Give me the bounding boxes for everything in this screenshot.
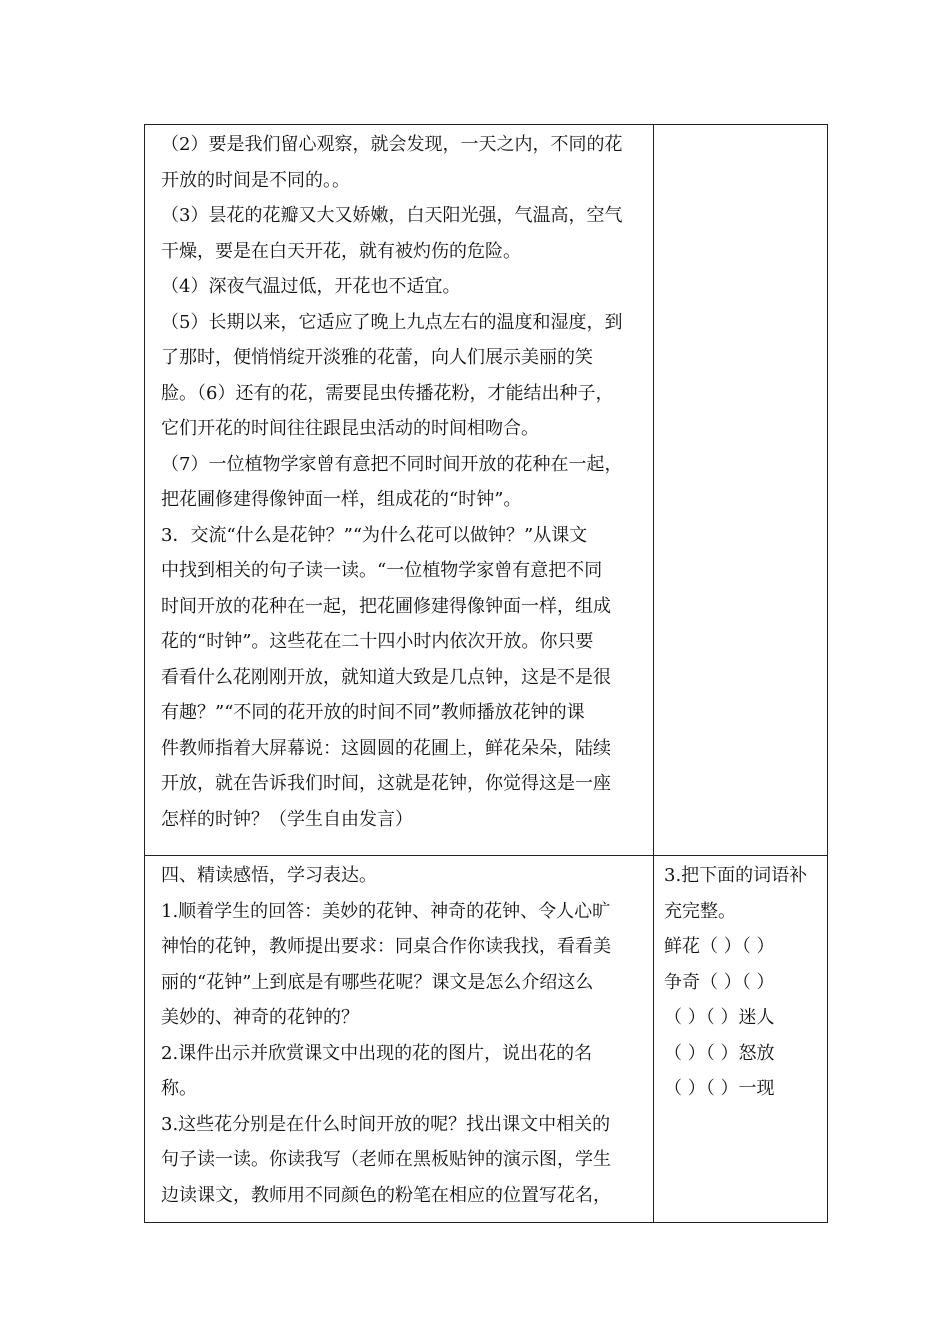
text-line: 鲜花（ ）（ ）: [664, 936, 775, 957]
text-line: 怎样的时钟？（学生自由发言）: [161, 808, 413, 830]
text-line: 花的“时钟”。这些花在二十四小时内依次开放。你只要: [161, 631, 594, 652]
text-line: （3）昙花的花瓣又大又娇嫩，白天阳光强，气温高，空气: [161, 205, 623, 226]
text-line: 充完整。: [664, 900, 736, 922]
text-line: 了那时，便悄悄绽开淡雅的花蕾，向人们展示美丽的笑: [161, 347, 593, 368]
text-line: （4）深夜气温过低，开花也不适宜。: [161, 276, 461, 297]
lesson-plan-table: [144, 124, 828, 1223]
exercise-text: [654, 125, 827, 127]
text-line: 时间开放的花种在一起，把花圃修建得像钟面一样，组成: [161, 595, 611, 617]
text-line: 美妙的、神奇的花钟的？: [161, 1007, 359, 1028]
table-row: [145, 856, 828, 1223]
text-line: 看看什么花刚刚开放，就知道大致是几点钟，这是不是很: [161, 666, 611, 688]
text-line: 边读课文，教师用不同颜色的粉笔在相应的位置写花名，: [161, 1184, 611, 1206]
text-line: （7）一位植物学家曾有意把不同时间开放的花种在一起，: [161, 453, 623, 475]
exercise-cell: [654, 856, 828, 1223]
exercise-text: [654, 856, 827, 1107]
text-line: （ ）（ ）一现: [664, 1078, 775, 1099]
text-line: 开放，就在告诉我们时间，这就是花钟，你觉得这是一座: [161, 773, 611, 794]
text-line: 句子读一读。你读我写（老师在黑板贴钟的演示图，学生: [161, 1149, 611, 1170]
text-line: 3．交流“什么是花钟？”“为什么花可以做钟？”从课文: [161, 524, 588, 546]
text-line: （ ）（ ）迷人: [664, 1007, 775, 1028]
text-line: 中找到相关的句子读一读。“一位植物学家曾有意把不同: [161, 560, 603, 581]
text-line: 2.课件出示并欣赏课文中出现的花的图片，说出花的名: [161, 1042, 593, 1064]
exercise-cell: [654, 125, 828, 856]
text-line: 件教师指着大屏幕说：这圆圆的花圃上，鲜花朵朵，陆续: [161, 737, 611, 759]
text-line: 争奇（ ）（ ）: [664, 971, 775, 993]
text-line: 3.把下面的词语补: [664, 865, 808, 886]
text-line: （ ）（ ）怒放: [664, 1042, 775, 1064]
text-line: 脸。（6）还有的花，需要昆虫传播花粉，才能结出种子，: [161, 382, 614, 404]
teaching-process-text: [145, 856, 653, 1213]
text-line: 神怡的花钟，教师提出要求：同桌合作你读我找，看看美: [161, 936, 611, 957]
text-line: （2）要是我们留心观察，就会发现，一天之内，不同的花: [161, 134, 623, 155]
teaching-process-cell: [145, 856, 654, 1223]
text-line: 丽的“花钟”上到底是有哪些花呢？课文是怎么介绍这么: [161, 971, 594, 993]
text-line: 干燥，要是在白天开花，就有被灼伤的危险。: [161, 240, 521, 262]
text-line: 称。: [161, 1078, 197, 1099]
table-row: [145, 125, 828, 856]
teaching-process-text: [145, 125, 653, 837]
text-line: 3.这些花分别是在什么时间开放的呢？找出课文中相关的: [161, 1113, 611, 1135]
text-line: （5）长期以来，它适应了晚上九点左右的温度和湿度，到: [161, 311, 623, 333]
teaching-process-cell: [145, 125, 654, 856]
text-line: 开放的时间是不同的。。: [161, 169, 350, 191]
text-line: 有趣？”“不同的花开放的时间不同”教师播放花钟的课: [161, 702, 585, 723]
text-line: 把花圃修建得像钟面一样，组成花的“时钟”。: [161, 489, 522, 510]
text-line: 它们开花的时间往往跟昆虫活动的时间相吻合。: [161, 418, 539, 439]
text-line: 四、精读感悟，学习表达。: [161, 865, 377, 886]
text-line: 1.顺着学生的回答：美妙的花钟、神奇的花钟、令人心旷: [161, 900, 611, 922]
